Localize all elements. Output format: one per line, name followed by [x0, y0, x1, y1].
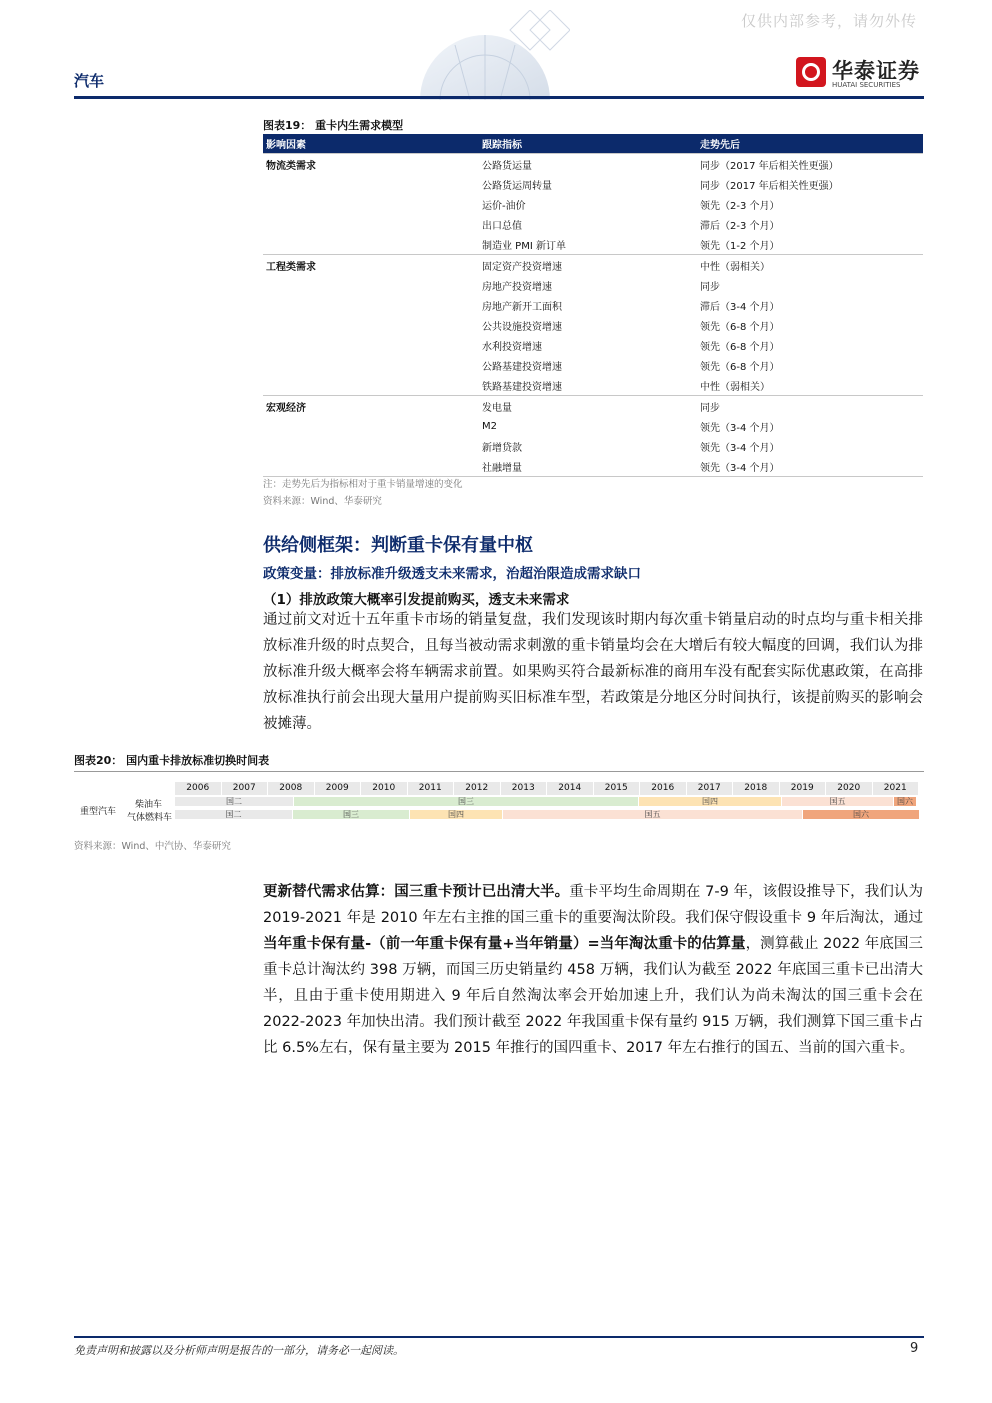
- fig19-trend-cell: 同步: [700, 281, 720, 293]
- fig19-indicator-cell: 铁路基建投资增速: [482, 381, 562, 393]
- footer-divider: [74, 1336, 924, 1338]
- fig19-category-cell: [263, 355, 479, 375]
- fig20-row2-segment: 国四: [410, 810, 502, 819]
- fig19-category-cell: [263, 315, 479, 335]
- fig20-row1-segment: 国三: [294, 797, 638, 806]
- fig19-row: [263, 335, 923, 355]
- fig20-year: 2006: [175, 782, 221, 795]
- page-number: 9: [910, 1341, 919, 1356]
- fig20-row2-segment: 国六: [803, 810, 919, 819]
- fig20-source: 资料来源：Wind、中汽协、华泰研究: [74, 841, 231, 852]
- fig20-year: 2021: [873, 782, 919, 795]
- fig19-trend-cell: 领先（2-3 个月）: [700, 200, 780, 212]
- fig19-category-cell: [263, 335, 479, 355]
- fig20-year: 2014: [547, 782, 593, 795]
- fig19-row: [263, 295, 923, 315]
- fig19-indicator-cell: 公路货运周转量: [482, 180, 552, 192]
- fig19-category-cell: 物流类需求: [263, 154, 479, 175]
- fig19-trend-cell: 领先（3-4 个月）: [700, 442, 780, 454]
- p2-text-1: 重卡平均生命周期在 7-9 年，该假设推导下，我们认为 2019-2021 年是 2010 年左右主推的国三重卡的重要淘汰阶段。我们保守假设重卡 9 年后淘汰，通过: [263, 884, 923, 926]
- fig19-trend-cell: 中性（弱相关）: [700, 381, 770, 393]
- fig19-trend-cell: 领先（1-2 个月）: [700, 240, 780, 252]
- fig19-category-cell: [263, 275, 479, 295]
- fig19-indicator-cell: 公路基建投资增速: [482, 361, 562, 373]
- fig19-trend-cell: 领先（6-8 个月）: [700, 361, 780, 373]
- logo-mark-icon: [796, 57, 826, 87]
- fig19-row: [263, 456, 923, 477]
- section-heading: 供给侧框架：判断重卡保有量中枢: [263, 535, 533, 556]
- fig19-row: [263, 375, 923, 396]
- fig19-trend-cell: 同步（2017 年后相关性更强）: [700, 180, 839, 192]
- fig19-trend-cell: 滞后（3-4 个月）: [700, 301, 780, 313]
- fig19-category-cell: 工程类需求: [263, 255, 479, 276]
- fig19-category-cell: [263, 295, 479, 315]
- fig20-row1-label: 柴油车: [135, 800, 163, 810]
- fig19-header: 影响因素: [263, 134, 479, 154]
- fig20-year: 2020: [826, 782, 872, 795]
- fig20-year: 2016: [640, 782, 686, 795]
- fig19-indicator-cell: 制造业 PMI 新订单: [482, 240, 566, 252]
- fig20-title: 图表20： 国内重卡排放标准切换时间表: [74, 754, 270, 767]
- fig19-indicator-cell: 发电量: [479, 396, 697, 417]
- fig19-row: [263, 234, 923, 255]
- p2-text-2: ，测算截止 2022 年底国三重卡总计淘汰约 398 万辆，而国三历史销量约 458 万辆，我们认为截至 2022 年底国三重卡已出清大半，且由于重卡使用期进入 9 年后自然淘汰率会开始加速上升，我们认为尚未淘汰的国三重卡会在 2022-2023 年加快出清。我们预计截至 2022 年我国重卡保有量约 915 万辆，我们测算下国三重卡占比 6.5%左右，保有量主要为 2015 年推行的国四重卡、2017 年左右推行的国五、当前的国六重卡。: [263, 936, 923, 1056]
- footer-disclaimer: 免责声明和披露以及分析师声明是报告的一部分，请务必一起阅读。: [74, 1344, 404, 1357]
- fig19-indicator-cell: 公共设施投资增速: [482, 321, 562, 333]
- fig19-row: [263, 214, 923, 234]
- fig20-year: 2011: [408, 782, 454, 795]
- fig20-row-main: 重型汽车: [80, 807, 117, 817]
- fig19-trend-cell: 同步（2017 年后相关性更强）: [697, 154, 923, 175]
- fig19-indicator-cell: 房地产新开工面积: [482, 301, 562, 313]
- fig20-row1-segment: 国五: [782, 797, 893, 806]
- fig20-year: 2013: [501, 782, 547, 795]
- p2-bold-lead: 更新替代需求估算：国三重卡预计已出清大半。: [263, 884, 570, 900]
- fig19-trend-cell: 领先（3-4 个月）: [700, 422, 780, 434]
- header-divider: [74, 96, 924, 99]
- fig19-category-cell: [263, 375, 479, 396]
- logo-cn-text: 华泰证券: [832, 59, 920, 83]
- fig20-row2-segment: 国二: [175, 810, 292, 819]
- fig19-indicator-cell: 出口总值: [482, 220, 522, 232]
- fig20-row2-label: 气体燃料车: [127, 813, 173, 823]
- fig20-year: 2010: [361, 782, 407, 795]
- fig19-row: [263, 194, 923, 214]
- fig19-category-cell: [263, 456, 479, 477]
- fig19-trend-cell: 领先（3-4 个月）: [697, 456, 923, 477]
- fig20-row2-segment: 国五: [503, 810, 802, 819]
- fig19-title: 图表19： 重卡内生需求模型: [263, 119, 404, 132]
- fig19-category-cell: [263, 416, 479, 436]
- fig19-header: 走势先后: [697, 134, 923, 154]
- fig19-category-cell: [263, 214, 479, 234]
- section-title: 汽车: [74, 72, 105, 90]
- fig19-row: [263, 174, 923, 194]
- fig19-row: [263, 416, 923, 436]
- fig19-indicator-cell: 房地产投资增速: [482, 281, 552, 293]
- fig19-category-cell: [263, 194, 479, 214]
- fig20-year: 2019: [780, 782, 826, 795]
- paragraph-1: 通过前文对近十五年重卡市场的销量复盘，我们发现该时期内每次重卡销量启动的时点均与重卡相关排放标准升级的时点契合，且每当被动需求刺激的重卡销量均会在大增后有较大幅度的回调，我们认为排放标准升级大概率会将车辆需求前置。如果购买符合最新标准的商用车没有配套实际优惠政策，在高排放标准执行前会出现大量用户提前购买旧标准车型，若政策是分地区分时间执行，该提前购买的影响会被摊薄。: [263, 612, 923, 732]
- fig19-row: [263, 396, 923, 417]
- fig19-row: [263, 436, 923, 456]
- fig19-indicator-cell: 新增贷款: [482, 442, 522, 454]
- point-heading: （1）排放政策大概率引发提前购买，透支未来需求: [263, 592, 570, 608]
- fig20-year: 2018: [733, 782, 779, 795]
- fig19-trend-cell: 同步: [697, 396, 923, 417]
- fig19-indicator-cell: M2: [482, 420, 497, 432]
- fig19-trend-cell: 滞后（2-3 个月）: [700, 220, 780, 232]
- fig19-category-cell: [263, 174, 479, 194]
- fig19-trend-cell: 领先（6-8 个月）: [700, 321, 780, 333]
- fig19-row: [263, 275, 923, 295]
- subsection-heading: 政策变量：排放标准升级透支未来需求，治超治限造成需求缺口: [263, 566, 641, 582]
- fig20-row2-segment: 国三: [293, 810, 409, 819]
- fig19-row: [263, 154, 923, 175]
- watermark-text: 仅供内部参考，请勿外传: [740, 12, 917, 30]
- fig20-year: 2017: [687, 782, 733, 795]
- fig19-row: [263, 255, 923, 276]
- fig20-year: 2009: [315, 782, 361, 795]
- huatai-logo: [796, 55, 924, 91]
- fig19-header: 跟踪指标: [479, 134, 697, 154]
- fig20-row1-segment: 国六: [894, 797, 916, 806]
- logo-en-text: HUATAI SECURITIES: [832, 81, 901, 89]
- fig19-trend-cell: 领先（6-8 个月）: [700, 341, 780, 353]
- fig20-year-axis: [175, 782, 919, 795]
- fig19-trend-cell: 中性（弱相关）: [697, 255, 923, 276]
- paragraph-2: [263, 879, 923, 1061]
- globe-graphic: [400, 10, 570, 100]
- fig19-indicator-cell: 水利投资增速: [482, 341, 542, 353]
- fig20-year: 2015: [594, 782, 640, 795]
- fig19-table: [263, 134, 923, 477]
- fig19-indicator-cell: 公路货运量: [479, 154, 697, 175]
- p2-bold-formula: 当年重卡保有量-（前一年重卡保有量+当年销量）=当年淘汰重卡的估算量: [263, 936, 746, 952]
- fig19-category-cell: 宏观经济: [263, 396, 479, 417]
- fig20-year: 2012: [454, 782, 500, 795]
- fig19-row: [263, 355, 923, 375]
- fig20-row1-segment: 国二: [175, 797, 293, 806]
- fig19-row: [263, 315, 923, 335]
- fig20-year: 2007: [222, 782, 268, 795]
- fig19-source: 资料来源：Wind、华泰研究: [263, 496, 382, 507]
- fig19-indicator-cell: 固定资产投资增速: [479, 255, 697, 276]
- fig20-divider: [74, 771, 924, 772]
- fig19-indicator-cell: 社融增量: [479, 456, 697, 477]
- fig19-note: 注：走势先后为指标相对于重卡销量增速的变化: [263, 479, 463, 490]
- fig19-indicator-cell: 运价-油价: [482, 200, 526, 212]
- fig19-category-cell: [263, 234, 479, 255]
- fig20-row1-segment: 国四: [639, 797, 781, 806]
- fig20-year: 2008: [268, 782, 314, 795]
- fig19-category-cell: [263, 436, 479, 456]
